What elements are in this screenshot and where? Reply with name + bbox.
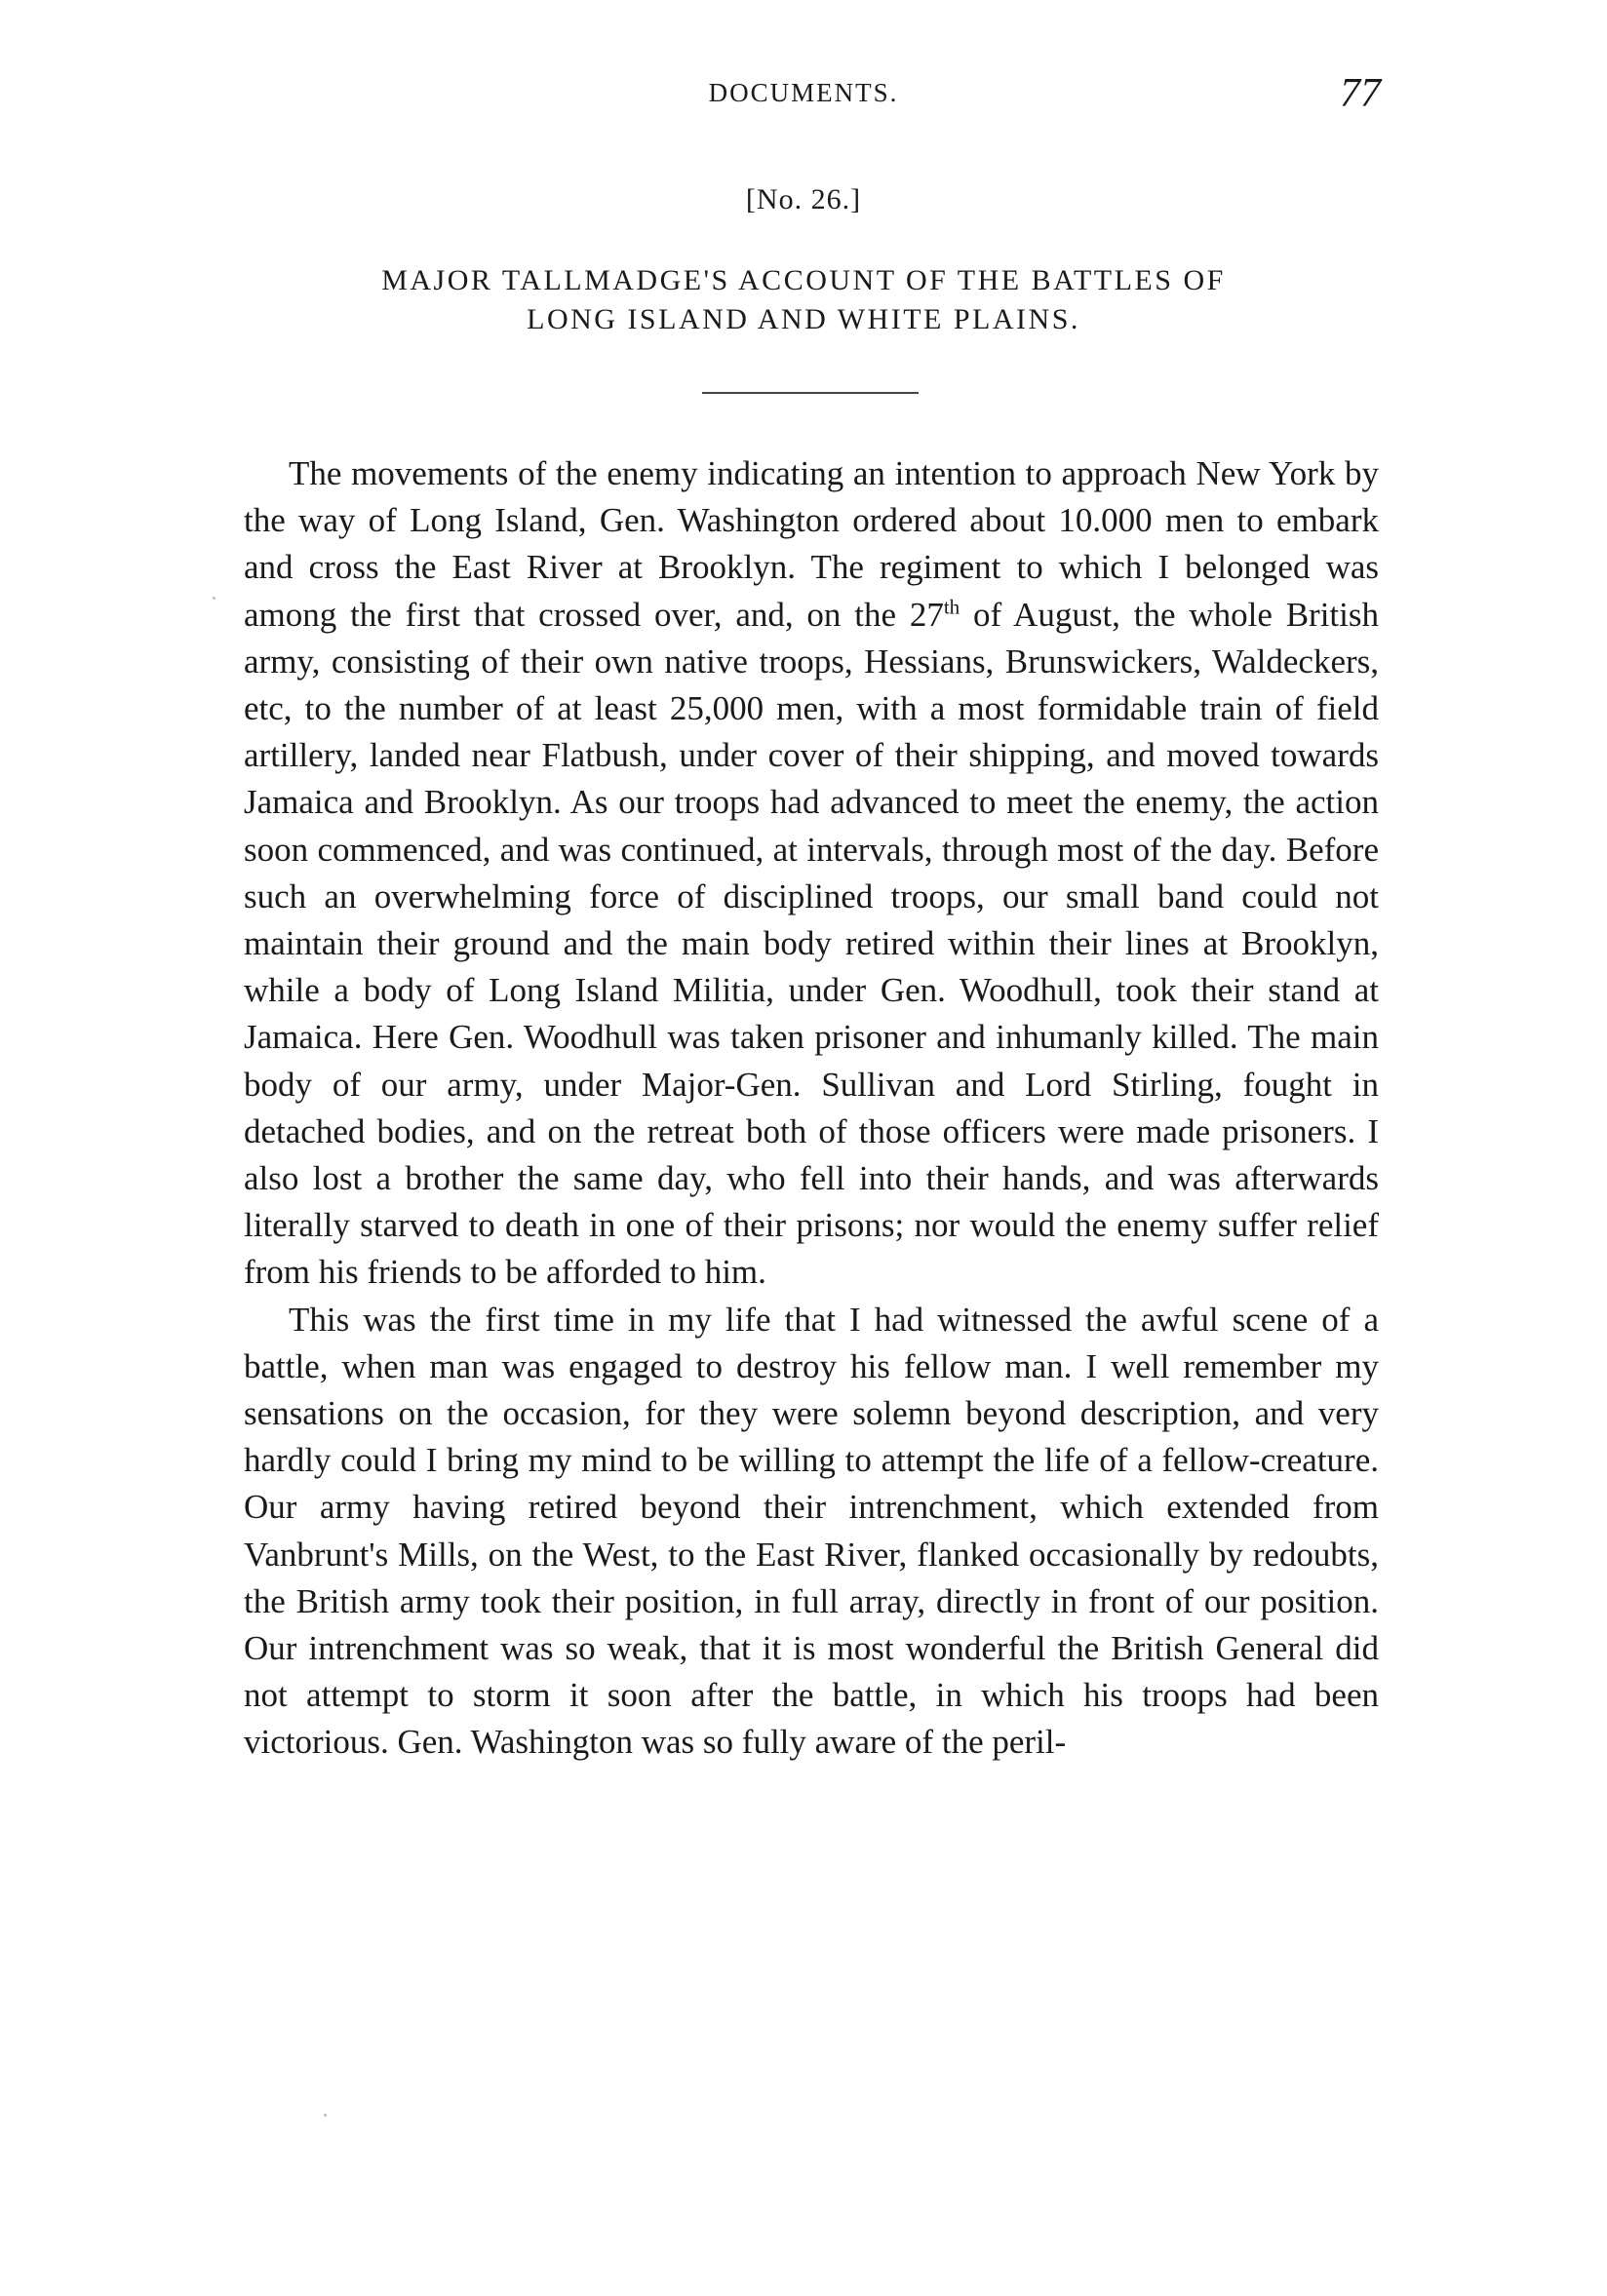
title-divider-rule	[702, 392, 919, 394]
document-number: [No. 26.]	[745, 183, 862, 215]
document-title	[0, 261, 1607, 339]
running-title: DOCUMENTS.	[708, 78, 899, 107]
paragraph-1-text-start: The movements of the enemy indicating an intention to approach New York by the way of Long Island, Gen. Washington ordered about 10.000 men to embark and cross the East River at Brooklyn. The regiment to which I belonged was among the first that crossed over, and, on the 27	[244, 454, 1379, 634]
running-head	[0, 70, 1607, 129]
ordinal-suffix: th	[943, 594, 960, 618]
paragraph-1	[244, 450, 1379, 1297]
scan-speck	[213, 597, 216, 600]
paragraph-1-text-end: of August, the whole British army, consisting of their own native troops, Hessians, Brunswickers, Waldeckers, etc, to the number of at least 25,000 men, with a most formidable train of field artillery, landed near Flatbush, under cover of their shipping, and moved towards Jamaica and Brooklyn. As our troops had advanced to meet the enemy, the action soon commenced, and was continued, at intervals, through most of the day. Before such an overwhelming force of disciplined troops, our small band could not maintain their ground and the main body retired within their lines at Brooklyn, while a body of Long Island Militia, under Gen. Woodhull, took their stand at Jamaica. Here Gen. Woodhull was taken prisoner and inhumanly killed. The main body of our army, under Major-Gen. Sullivan and Lord Stirling, fought in detached bodies, and on the retreat both of those officers were made prisoners. I also lost a brother the same day, who fell into their hands, and was afterwards literally starved to death in one of their prisons; nor would the enemy suffer relief from his friends to be afforded to him.	[244, 595, 1379, 1292]
paragraph-2: This was the first time in my life that I had witnessed the awful scene of a battle, when man was engaged to destroy his fellow man. I well remember my sensations on the occasion, for they were solemn beyond description, and very hardly could I bring my mind to be willing to attempt the life of a fellow-creature. Our army having retired beyond their intrenchment, which extended from Vanbrunt's Mills, on the West, to the East River, flanked occasionally by redoubts, the British army took their position, in full array, directly in front of our position. Our intrenchment was so weak, that it is most wonderful the British General did not attempt to storm it soon after the battle, in which his troops had been victorious. Gen. Washington was so fully aware of the peril-	[244, 1300, 1379, 1762]
page-number: 77	[1340, 71, 1381, 116]
document-title-line-1: MAJOR TALLMADGE'S ACCOUNT OF THE BATTLES OF	[381, 264, 1226, 296]
scan-speck	[324, 2114, 327, 2117]
document-body	[244, 450, 1379, 1767]
document-title-line-2: LONG ISLAND AND WHITE PLAINS.	[527, 303, 1080, 335]
